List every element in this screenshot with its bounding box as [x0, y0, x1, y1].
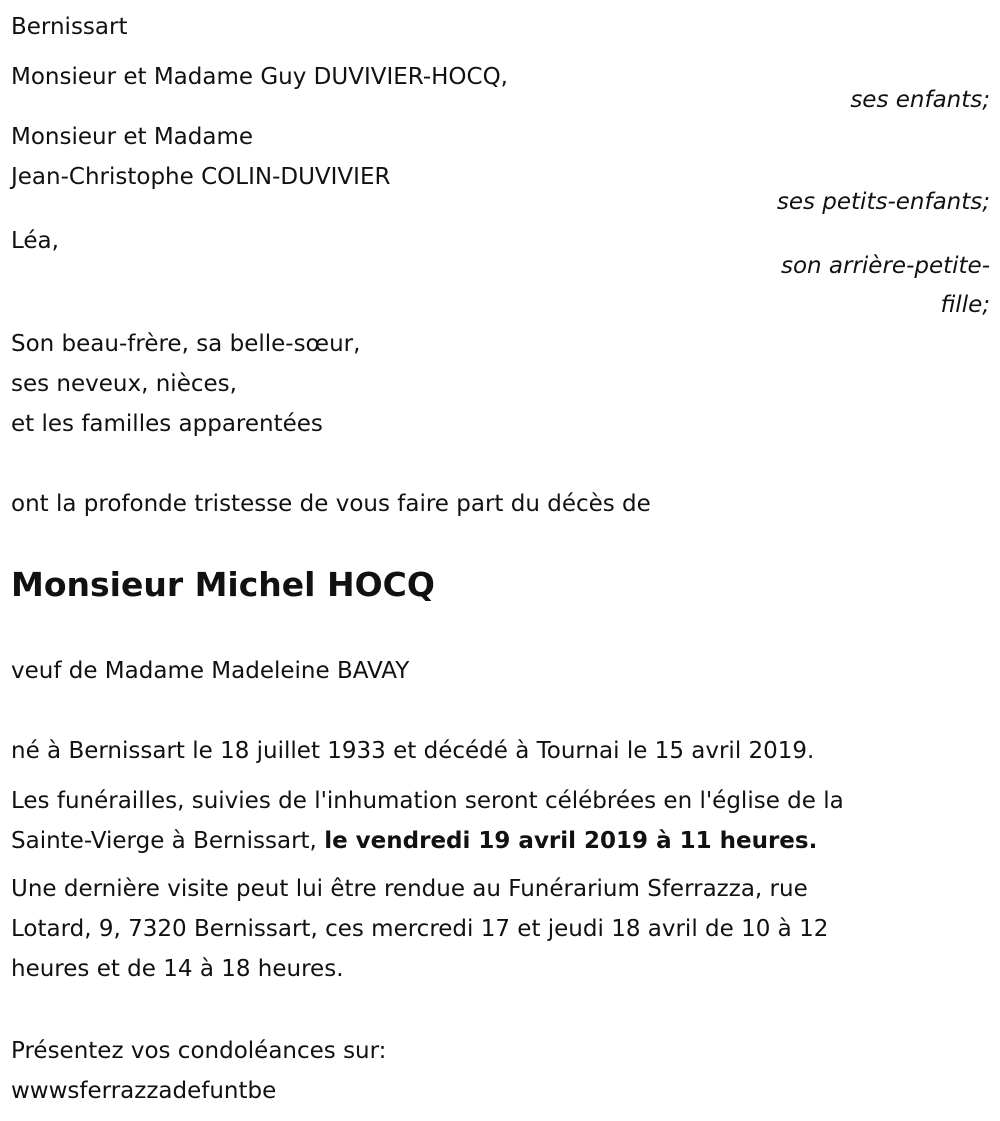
visit-line3: heures et de 14 à 18 heures. [11, 956, 344, 982]
others-line1: Son beau-frère, sa belle-sœur, [11, 331, 361, 357]
relation-children: ses enfants; [850, 87, 990, 113]
relation-great-grandchild-line2: fille; [940, 292, 990, 318]
family-grandchildren-line2: Jean-Christophe COLIN-DUVIVIER [11, 164, 391, 190]
family-great-grandchild: Léa, [11, 228, 59, 254]
condolences-url[interactable]: wwwsferrazzadefuntbe [11, 1078, 277, 1104]
relation-great-grandchild-line1: son arrière-petite- [780, 253, 990, 279]
announcement: ont la profonde tristesse de vous faire part du décès de [11, 491, 651, 517]
others-line3: et les familles apparentées [11, 411, 323, 437]
funeral-line1: Les funérailles, suivies de l'inhumation seront célébrées en l'église de la [11, 788, 844, 814]
funeral-place: Sainte-Vierge à Bernissart, [11, 828, 325, 854]
birth-death: né à Bernissart le 18 juillet 1933 et décédé à Tournai le 15 avril 2019. [11, 738, 815, 764]
funeral-line2 [11, 830, 817, 853]
widower-of: veuf de Madame Madeleine BAVAY [11, 658, 410, 684]
funeral-date: le vendredi 19 avril 2019 à 11 heures. [324, 828, 818, 854]
relation-grandchildren: ses petits-enfants; [776, 189, 990, 215]
condolences-label: Présentez vos condoléances sur: [11, 1038, 387, 1064]
family-children: Monsieur et Madame Guy DUVIVIER-HOCQ, [11, 64, 508, 90]
family-grandchildren-line1: Monsieur et Madame [11, 124, 254, 150]
others-line2: ses neveux, nièces, [11, 371, 237, 397]
location: Bernissart [11, 14, 128, 40]
visit-line2: Lotard, 9, 7320 Bernissart, ces mercredi 17 et jeudi 18 avril de 10 à 12 [11, 916, 829, 942]
visit-line1: Une dernière visite peut lui être rendue au Funérarium Sferrazza, rue [11, 876, 808, 902]
deceased-name: Monsieur Michel HOCQ [11, 565, 435, 604]
